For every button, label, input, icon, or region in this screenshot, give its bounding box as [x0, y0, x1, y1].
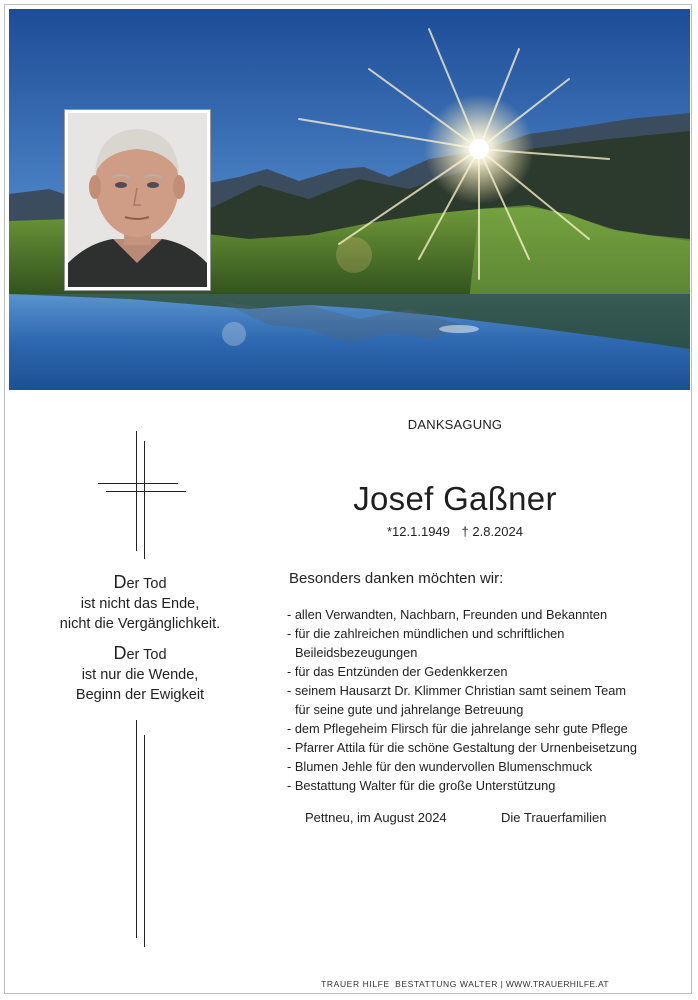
list-item: - Blumen Jehle für den wundervollen Blumenschmuck [287, 759, 593, 774]
list-item: - Bestattung Walter für die große Unterstützung [287, 778, 556, 793]
footer-brand: TRAUER HILFE [321, 979, 390, 989]
list-item: - dem Pflegeheim Flirsch für die jahrelange sehr gute Pflege [287, 721, 628, 736]
life-dates [330, 524, 580, 539]
poem-line: ist nur die Wende, [81, 667, 199, 683]
death-date: † 2.8.2024 [461, 524, 523, 539]
footer-url: WWW.TRAUERHILFE.AT [505, 979, 609, 989]
poem-initial: D [113, 643, 127, 663]
notice-heading: DANKSAGUNG [407, 417, 503, 432]
poem-line: Beginn der Ewigkeit [75, 687, 205, 703]
footer-company: BESTATTUNG WALTER [395, 979, 498, 989]
portrait-photo [65, 110, 210, 290]
list-item: - seinem Hausarzt Dr. Klimmer Christian samt seinem Team [287, 683, 626, 698]
poem-line [40, 643, 240, 665]
list-item: - allen Verwandten, Nachbarn, Freunden und Bekannten [287, 607, 608, 622]
divider-vertical-line [136, 720, 137, 938]
list-item: für seine gute und jahrelange Betreuung [295, 702, 524, 717]
footer-separator: | [500, 979, 504, 989]
poem-stanza-1 [40, 572, 240, 634]
poem-line-text: er Tod [126, 576, 167, 592]
poem-line [40, 572, 240, 594]
place-and-date: Pettneu, im August 2024 [305, 810, 447, 825]
cross-horizontal-line [106, 491, 186, 492]
list-item: - Pfarrer Attila für die schöne Gestaltung der Urnenbeisetzung [287, 740, 637, 755]
poem-initial: D [113, 572, 127, 592]
list-item: - für das Entzünden der Gedenkkerzen [287, 664, 508, 679]
list-item: - für die zahlreichen mündlichen und schriftlichen [287, 626, 565, 641]
thanks-intro: Besonders danken möchten wir: [289, 570, 504, 587]
poem-stanza-2 [40, 643, 240, 705]
poem-line-text: er Tod [126, 647, 167, 663]
poem-line: ist nicht das Ende, [80, 596, 200, 612]
footer-credit [300, 979, 630, 989]
cross-horizontal-line [98, 483, 178, 484]
thanks-list [287, 605, 667, 795]
birth-date: *12.1.1949 [387, 524, 450, 539]
deceased-name: Josef Gaßner [353, 480, 557, 517]
list-item: Beileidsbezeugungen [295, 645, 418, 660]
signature: Die Trauerfamilien [501, 810, 607, 825]
poem-line: nicht die Vergänglichkeit. [59, 616, 221, 632]
cross-vertical-line [144, 441, 145, 559]
divider-vertical-line [144, 735, 145, 947]
